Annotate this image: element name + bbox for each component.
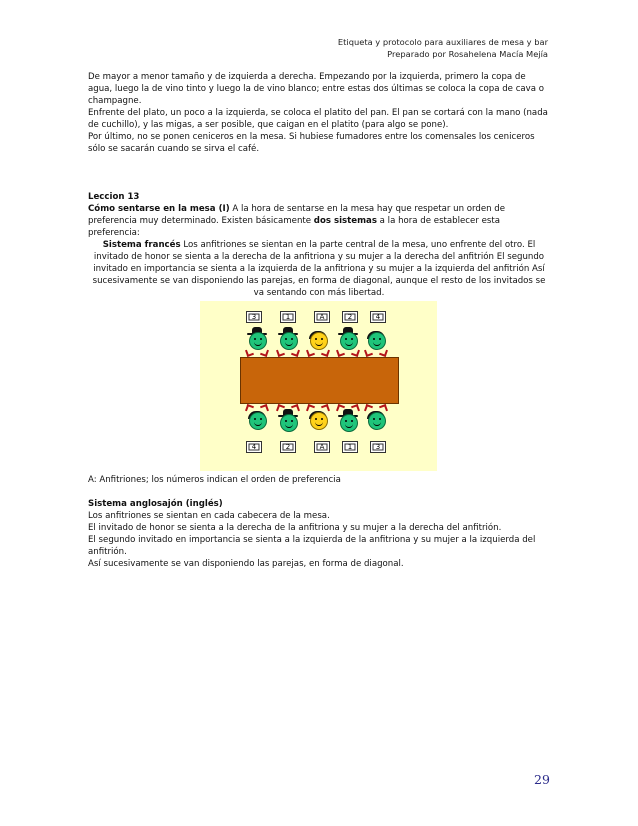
page-content <box>88 71 550 570</box>
seat-card: 4 <box>370 311 386 323</box>
header-author: Preparado por Rosahelena Macía Mejía <box>387 49 548 59</box>
intro-paragraph-3: Por último, no se ponen ceniceros en la mesa. Si hubiese fumadores entre los comensales los ceniceros sólo se sacarán cuando se sirva el café. <box>88 132 535 154</box>
french-system-label: Sistema francés <box>102 240 181 250</box>
lesson-intro: Cómo sentarse en la mesa (I) A la hora de sentarse en la mesa hay que respetar un orden de preferencia muy determinado. Existen básicamente dos sistemas a la hora de establecer esta preferencia: <box>88 204 506 238</box>
systems-emphasis: dos sistemas <box>313 216 377 226</box>
lesson-title: Cómo sentarse en la mesa (I) <box>88 204 230 214</box>
hands-icon <box>277 349 299 354</box>
seating-diagram <box>200 301 437 471</box>
hands-icon <box>337 349 359 354</box>
english-system-label: Sistema anglosajón (inglés) <box>88 499 223 509</box>
seat-card: A <box>314 311 330 323</box>
lesson-number: Leccion 13 <box>88 192 140 202</box>
english-line-4: Así sucesivamente se van disponiendo las parejas, en forma de diagonal. <box>88 559 404 569</box>
seat-card: 1 <box>280 311 296 323</box>
english-line-2: El invitado de honor se sienta a la derecha de la anfitriona y su mujer a la derecha del anfitrión. <box>88 523 502 533</box>
seat-card: A <box>314 441 330 453</box>
intro-paragraph-1: De mayor a menor tamaño y de izquierda a derecha. Empezando por la izquierda, primero la copa de agua, luego la de vino tinto y luego la de vino blanco; entre estas dos últimas se coloca la copa de cava o champagne. <box>88 72 545 106</box>
intro-paragraph-2: Enfrente del plato, un poco a la izquierda, se coloca el platito del pan. El pan se cortará con la mano (nada de cuchillo), y las migas, a ser posible, que caigan en el platito (para algo se pone). <box>88 108 548 130</box>
figure-caption: A: Anfitriones; los números indican el orden de preferencia <box>88 475 341 485</box>
hands-icon <box>365 349 387 354</box>
seat-card: 4 <box>246 441 262 453</box>
running-header <box>338 36 548 60</box>
seat-card: 3 <box>246 311 262 323</box>
seat-card: 1 <box>342 441 358 453</box>
host-face-icon <box>310 412 328 430</box>
hands-icon <box>246 349 268 354</box>
dining-table <box>240 357 399 404</box>
english-line-3: El segundo invitado en importancia se sienta a la izquierda de la anfitriona y su mujer a la izquierda del anfitrión. <box>88 535 536 557</box>
hands-icon <box>307 349 329 354</box>
seat-card: 3 <box>370 441 386 453</box>
man-face-icon <box>280 414 298 432</box>
woman-face-icon <box>368 412 386 430</box>
woman-face-icon <box>249 412 267 430</box>
man-face-icon <box>340 414 358 432</box>
page-number: 29 <box>534 772 550 787</box>
english-line-1: Los anfitriones se sientan en cada cabecera de la mesa. <box>88 511 330 521</box>
french-system-paragraph: Sistema francés Los anfitriones se sientan en la parte central de la mesa, uno enfrente del otro. El invitado de honor se sienta a la derecha de la anfitriona y su mujer a la derecha del anfitrión El segundo invitado en importancia se sienta a la izquierda de la anfitriona y su mujer a la izquierda del anfitrión Así sucesivamente se van disponiendo las parejas, en forma de diagonal, aunque el resto de los invitados se va sentando con más libertad. <box>92 240 546 298</box>
header-title: Etiqueta y protocolo para auxiliares de mesa y bar <box>337 37 548 47</box>
seat-card: 2 <box>280 441 296 453</box>
seat-card: 2 <box>342 311 358 323</box>
